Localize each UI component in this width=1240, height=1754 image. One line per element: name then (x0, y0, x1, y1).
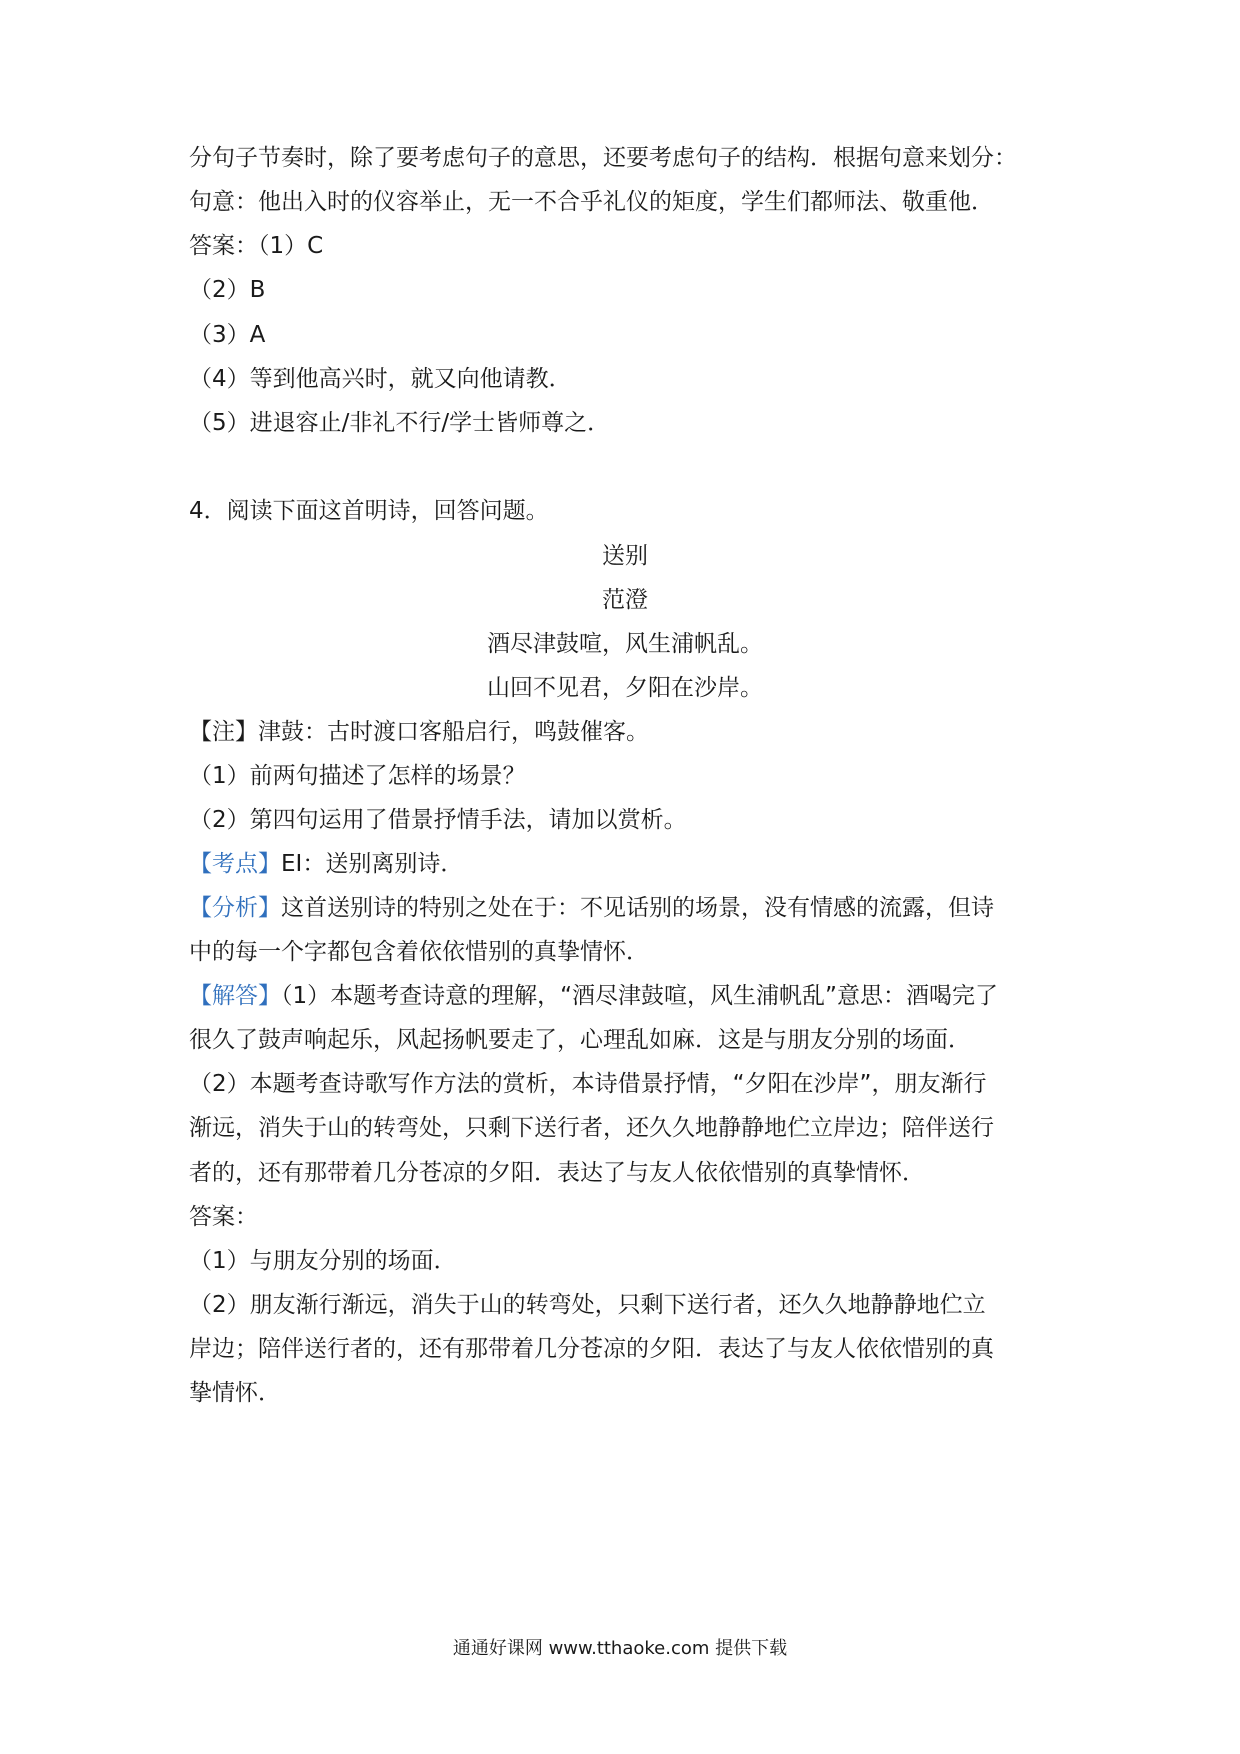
text-line: 分句子节奏时，除了要考虑句子的意思，还要考虑句子的结构．根据句意来划分： (189, 145, 1017, 171)
text-line: 挚情怀． (189, 1380, 281, 1406)
sub-question: （1）前两句描述了怎样的场景？ (189, 763, 526, 789)
kaodian-tag: 【考点】 (189, 851, 281, 877)
text-line: （2）本题考查诗歌写作方法的赏析，本诗借景抒情，“夕阳在沙岸”，朋友渐行 (189, 1071, 987, 1097)
poem-title: 送别 (602, 543, 648, 569)
fenxi-text: 这首送别诗的特别之处在于：不见话别的场景，没有情感的流露，但诗 (281, 895, 994, 921)
poem-line: 酒尽津鼓喧，风生浦帆乱。 (487, 631, 763, 657)
note: 【注】津鼓：古时渡口客船启行，鸣鼓催客。 (189, 719, 649, 745)
poem-author: 范澄 (602, 587, 648, 613)
answer-item: （5）进退容止/非礼不行/学士皆师尊之． (189, 410, 611, 436)
fenxi-tag: 【分析】 (189, 895, 281, 921)
text-line: 岸边；陪伴送行者的，还有那带着几分苍凉的夕阳．表达了与友人依依惜别的真 (189, 1336, 994, 1362)
text-line: 很久了鼓声响起乐，风起扬帆要走了，心理乱如麻．这是与朋友分别的场面． (189, 1027, 971, 1053)
text-line: 渐远，消失于山的转弯处，只剩下送行者，还久久地静静地伫立岸边；陪伴送行 (189, 1115, 994, 1141)
answers-label: 答案：（1）C (189, 233, 324, 259)
answer-item: （1）与朋友分别的场面． (189, 1248, 457, 1274)
answer-item: （3）A (189, 322, 266, 348)
jieda (189, 981, 998, 1011)
kaodian (189, 849, 463, 879)
answer-item: （2）朋友渐行渐远，消失于山的转弯处，只剩下送行者，还久久地静静地伫立 (189, 1292, 986, 1318)
jieda-text: （1）本题考查诗意的理解，“酒尽津鼓喧，风生浦帆乱”意思：酒喝完了 (281, 983, 998, 1009)
fenxi (189, 893, 994, 923)
answer-item: （4）等到他高兴时，就又向他请教． (189, 366, 572, 392)
text-line: 中的每一个字都包含着依依惜别的真挚情怀． (189, 939, 649, 965)
sub-question: （2）第四句运用了借景抒情手法，请加以赏析。 (189, 807, 687, 833)
poem-line: 山回不见君，夕阳在沙岸。 (487, 675, 763, 701)
footer: 通通好课网 www.tthaoke.com 提供下载 (452, 1638, 788, 1659)
kaodian-text: EI：送别离别诗． (281, 851, 464, 877)
question-prompt: 4．阅读下面这首明诗，回答问题。 (189, 498, 549, 524)
jieda-tag: 【解答】 (189, 983, 281, 1009)
answer-label: 答案： (189, 1204, 258, 1230)
text-line: 者的，还有那带着几分苍凉的夕阳．表达了与友人依依惜别的真挚情怀． (189, 1160, 925, 1186)
text-line: 句意：他出入时的仪容举止，无一不合乎礼仪的矩度，学生们都师法、敬重他． (189, 189, 994, 215)
answer-item: （2）B (189, 277, 266, 303)
